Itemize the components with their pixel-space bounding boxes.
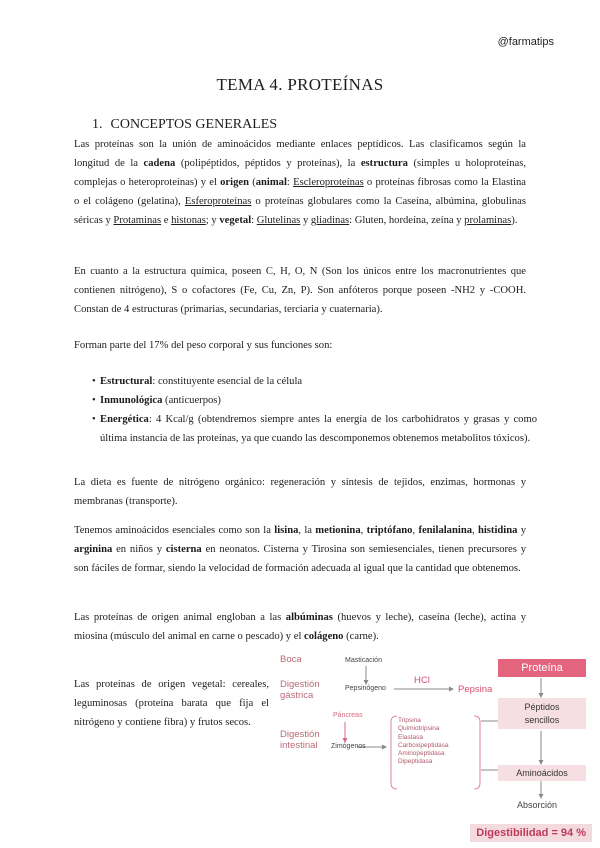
paragraph-classification: Las proteínas son la unión de aminoácidos mediante enlaces peptídicos. Las clasificamos según la longitud de la cadena (polipéptidos, péptidos y proteínas), la estructura (simples u holoproteínas, complejas o heteroproteínas) y el origen (animal: Escleroproteínas o proteínas fibrosas como la Elastina o el colágeno (gelatina), Esferoproteínas o proteínas globulares como la Caseína, albúmina, globulinas séricas y Protaminas e histonas; y vegetal: Glutelinas y gliadinas: Gluten, hordeína, zeína y prolaminas). bbox=[74, 139, 526, 226]
list-item: Quimiotripsina bbox=[398, 725, 440, 733]
label-pancreas: Páncreas bbox=[333, 712, 363, 719]
paragraph-vegetal-proteins: Las proteínas de origen vegetal: cereales, leguminosas (proteína barata que fija el nitrógeno y contiene fibra) y frutos secos. bbox=[74, 679, 269, 728]
list-item: Aminopeptidasa bbox=[398, 750, 445, 758]
page-title: TEMA 4. PROTEÍNAS bbox=[216, 75, 384, 94]
stage-boca: Boca bbox=[280, 654, 302, 665]
label-pepsinogeno: Pepsinógeno bbox=[345, 685, 386, 692]
label-hcl: HCl bbox=[414, 675, 430, 686]
paragraph-functions-intro: Forman parte del 17% del peso corporal y sus funciones son: bbox=[74, 340, 333, 351]
label-masticacion: Masticación bbox=[345, 657, 382, 664]
paragraph-essential-aa: Tenemos aminoácidos esenciales como son la lisina, la metionina, triptófano, fenilalanina, histidina y arginina en niños y cisterna en neonatos. Cisterna y Tirosina son semiesenciales, tienen precursores y son fáciles de formar, siendo la velocidad de formación adecuada al igual que la cantidad que obtenemos. bbox=[74, 525, 527, 574]
label-absorcion: Absorción bbox=[517, 800, 558, 810]
stage-gastrica: Digestión gástrica bbox=[280, 679, 320, 701]
section-heading bbox=[92, 117, 277, 133]
label-zimogenos: Zimógenos bbox=[331, 743, 366, 750]
list-item: Dipeptidasa bbox=[398, 758, 433, 766]
enzyme-list bbox=[398, 717, 449, 767]
paragraph-nitrogen: La dieta es fuente de nitrógeno orgánico: regeneración y síntesis de tejidos, enzimas, hormonas y membranas (transporte). bbox=[74, 477, 526, 507]
box-proteina: Proteína bbox=[498, 659, 586, 677]
list-item: • Inmunológica (anticuerpos) bbox=[92, 391, 537, 410]
digestibility-badge: Digestibilidad = 94 % bbox=[470, 824, 592, 842]
list-item: • Energética: 4 Kcal/g (obtendremos siempre antes la energía de los carbohidratos y grasas y como última instancia de las proteínas, ya que cuando las descomponemos obtenemos metabolitos tóxicos). bbox=[92, 410, 537, 448]
section-number: 1. bbox=[92, 117, 103, 132]
list-item: Tripsina bbox=[398, 717, 421, 724]
box-aminoacidos: Aminoácidos bbox=[498, 765, 586, 781]
functions-list bbox=[92, 372, 537, 448]
list-item: Carboxipeptidasa bbox=[398, 741, 449, 749]
box-peptidos: Péptidos sencillos bbox=[498, 698, 586, 729]
label-pepsina: Pepsina bbox=[458, 684, 493, 695]
stage-intestinal: Digestión intestinal bbox=[280, 729, 320, 751]
author-handle: @farmatips bbox=[497, 36, 554, 48]
list-item: Elastasa bbox=[398, 733, 423, 741]
digestion-diagram bbox=[276, 650, 596, 848]
section-label: CONCEPTOS GENERALES bbox=[110, 117, 278, 132]
paragraph-chemistry: En cuanto a la estructura química, poseen C, H, O, N (Son los únicos entre los macronutrientes que contienen nitrógeno), S o cofactores (Fe, Cu, Zn, P). Son anfóteros porque poseen -NH2 y -COOH. Constan de 4 estructuras (primarias, secundarias, terciaria y cuaternaria). bbox=[74, 266, 526, 315]
paragraph-animal-proteins: Las proteínas de origen animal engloban a las albúminas (huevos y leche), caseína (leche), actina y miosina (músculo del animal en carne o pescado) y el colágeno (carne). bbox=[74, 612, 526, 642]
list-item: • Estructural: constituyente esencial de la célula bbox=[92, 372, 537, 391]
